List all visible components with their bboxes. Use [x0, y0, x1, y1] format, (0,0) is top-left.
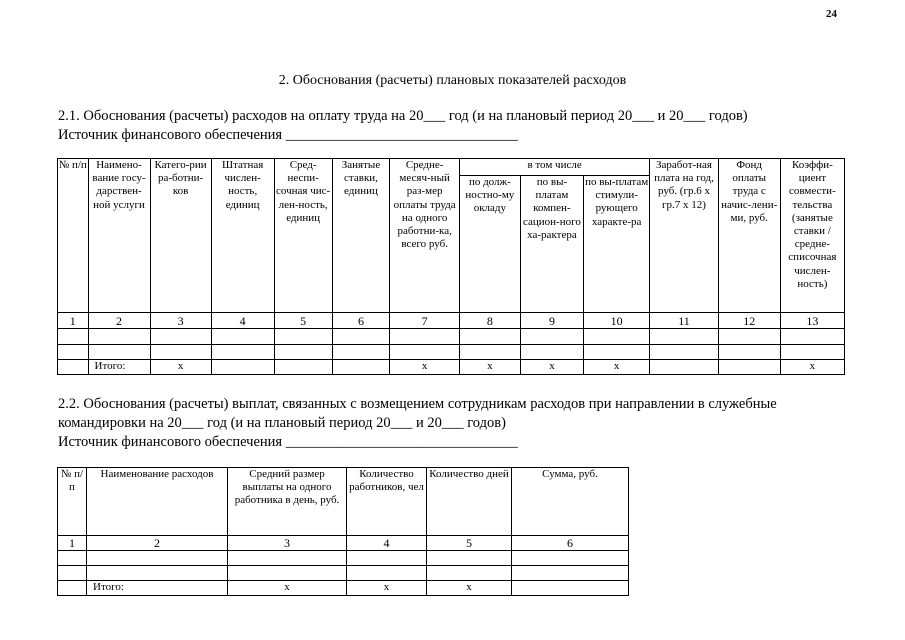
- col-number: 6: [512, 536, 629, 551]
- total-label: Итого:: [87, 581, 228, 596]
- column-numbers-row: [58, 313, 845, 329]
- column-numbers-row: [58, 536, 629, 551]
- col-number: 7: [390, 313, 459, 329]
- col-number: 2: [88, 313, 150, 329]
- col-number: 3: [228, 536, 347, 551]
- hdr-occupied-rates: Занятые ставки, единиц: [332, 159, 390, 313]
- section2-title-line1: 2.2. Обоснования (расчеты) выплат, связанных с возмещением сотрудникам расходов при направлении в служебные: [58, 396, 777, 412]
- hdr-workers-count: Количество работников, чел: [347, 468, 427, 536]
- total-x: х: [780, 360, 844, 375]
- col-number: 6: [332, 313, 390, 329]
- total-x: х: [459, 360, 520, 375]
- total-x: х: [347, 581, 427, 596]
- hdr-compensation: по вы-платам компен-сацион-ного ха-рактера: [520, 176, 583, 313]
- section1-title: 2.1. Обоснования (расчеты) расходов на оплату труда на 20___ год (и на плановый период 20___ и 20___ годов): [58, 108, 748, 124]
- total-x: х: [520, 360, 583, 375]
- section-heading: 2. Обоснования (расчеты) плановых показателей расходов: [278, 73, 627, 88]
- table-row: [58, 551, 629, 566]
- total-row: [58, 360, 845, 375]
- hdr-avg-daily-payment: Средний размер выплаты на одного работника в день, руб.: [228, 468, 347, 536]
- col-number: 12: [718, 313, 780, 329]
- col-number: 1: [58, 313, 89, 329]
- col-number: 2: [87, 536, 228, 551]
- col-number: 11: [650, 313, 718, 329]
- total-x: х: [390, 360, 459, 375]
- hdr-payroll-fund: Фонд оплаты труда с начис-лени-ми, руб.: [718, 159, 780, 313]
- hdr-combination-coef: Коэффи-циент совмести-тельства (занятые ставки / средне-списочная числен-ность): [780, 159, 844, 313]
- hdr-including: в том числе: [459, 159, 649, 176]
- col-number: 3: [150, 313, 211, 329]
- col-number: 1: [58, 536, 87, 551]
- section2-source: Источник финансового обеспечения ________________________________: [58, 434, 518, 450]
- hdr-days-count: Количество дней: [427, 468, 512, 536]
- col-number: 8: [459, 313, 520, 329]
- section1-source: Источник финансового обеспечения ________________________________: [58, 127, 518, 143]
- hdr-staff-count: Штатная числен-ность, единиц: [211, 159, 274, 313]
- col-number: 5: [274, 313, 332, 329]
- col-number: 5: [427, 536, 512, 551]
- labor-costs-table: [57, 158, 845, 375]
- col-number: 9: [520, 313, 583, 329]
- hdr-avg-monthly-pay: Средне-месяч-ный раз-мер оплаты труда на одного работни-ка, всего руб.: [390, 159, 459, 313]
- hdr-amount: Сумма, руб.: [512, 468, 629, 536]
- section2-title-line2: командировки на 20___ год (и на плановый период 20___ и 20___ годов): [58, 415, 506, 431]
- col-number: 4: [211, 313, 274, 329]
- total-x: х: [150, 360, 211, 375]
- hdr-base-salary: по долж-ностно-му окладу: [459, 176, 520, 313]
- col-number: 4: [347, 536, 427, 551]
- hdr-annual-salary: Заработ-ная плата на год, руб. (гр.6 х гр.7 х 12): [650, 159, 718, 313]
- hdr-num: № п/п: [58, 159, 89, 313]
- hdr-service-name: Наимено-вание госу-дарствен-ной услуги: [88, 159, 150, 313]
- col-number: 10: [584, 313, 650, 329]
- travel-expenses-table: [57, 467, 629, 596]
- hdr-worker-category: Катего-рии ра-ботни-ков: [150, 159, 211, 313]
- table-row: [58, 329, 845, 345]
- hdr-expense-name: Наименование расходов: [87, 468, 228, 536]
- total-x: х: [228, 581, 347, 596]
- table-row: [58, 566, 629, 581]
- total-label: Итого:: [88, 360, 150, 375]
- hdr-num: № п/п: [58, 468, 87, 536]
- hdr-avg-headcount: Сред-неспи-сочная чис-лен-ность, единиц: [274, 159, 332, 313]
- total-row: [58, 581, 629, 596]
- total-x: х: [584, 360, 650, 375]
- total-x: х: [427, 581, 512, 596]
- table-row: [58, 345, 845, 360]
- hdr-incentive: по вы-платам стимули-рующего характе-ра: [584, 176, 650, 313]
- col-number: 13: [780, 313, 844, 329]
- page-number: 24: [826, 8, 837, 20]
